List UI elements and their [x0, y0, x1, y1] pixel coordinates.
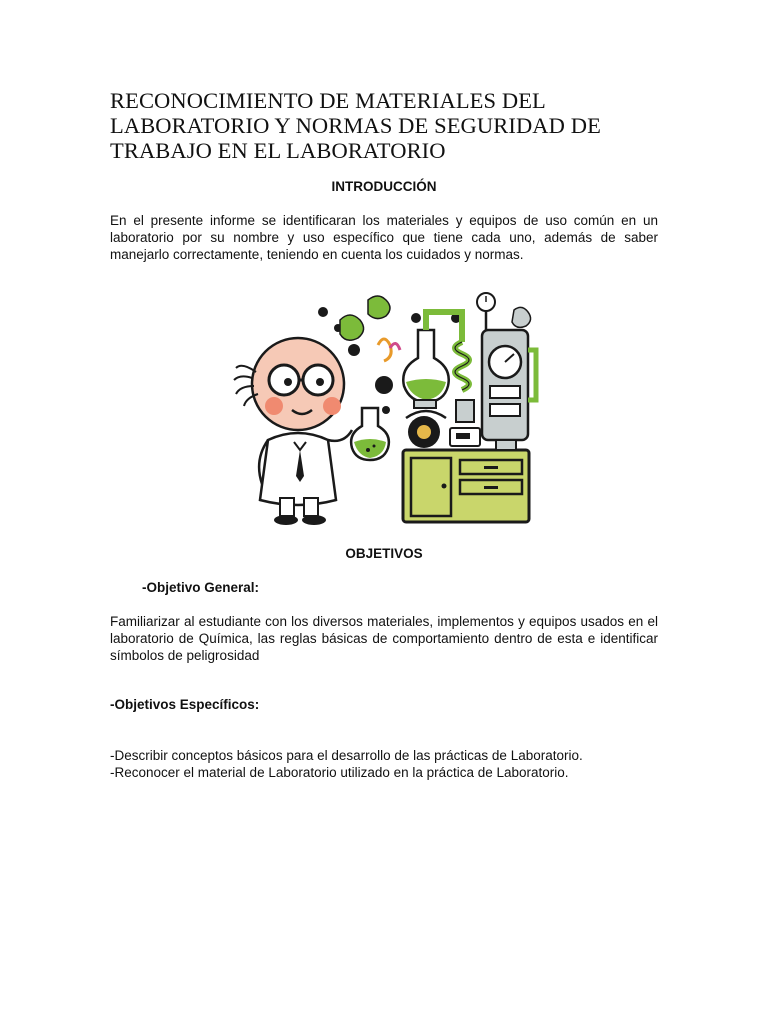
intro-heading: INTRODUCCIÓN — [331, 179, 437, 194]
intro-paragraph: En el presente informe se identificaran los materiales y equipos de uso común en un laboratorio por su nombre y uso específico que tiene cada uno, además de saber manejarlo correctamente, teniendo en cuenta los cuidados y normas. — [110, 213, 658, 262]
general-objective-paragraph: Familiarizar al estudiante con los diversos materiales, implementos y equipos usados en el laboratorio de Química, las reglas básicas de comportamiento dentro de esta e identificar símbolos de peligrosidad — [110, 614, 658, 663]
general-objective-heading: -Objetivo General: — [142, 580, 260, 595]
specific-objective-item: -Describir conceptos básicos para el desarrollo de las prácticas de Laboratorio. — [110, 748, 583, 763]
document-title: RECONOCIMIENTO DE MATERIALES DEL LABORATORIO Y NORMAS DE SEGURIDAD DE TRABAJO EN EL LABORATORIO — [110, 88, 601, 163]
scientist-lab-illustration — [228, 290, 540, 530]
specific-objective-item: -Reconocer el material de Laboratorio utilizado en la práctica de Laboratorio. — [110, 765, 569, 780]
specific-objectives-heading: -Objetivos Específicos: — [110, 697, 260, 712]
objectives-heading: OBJETIVOS — [345, 546, 423, 561]
